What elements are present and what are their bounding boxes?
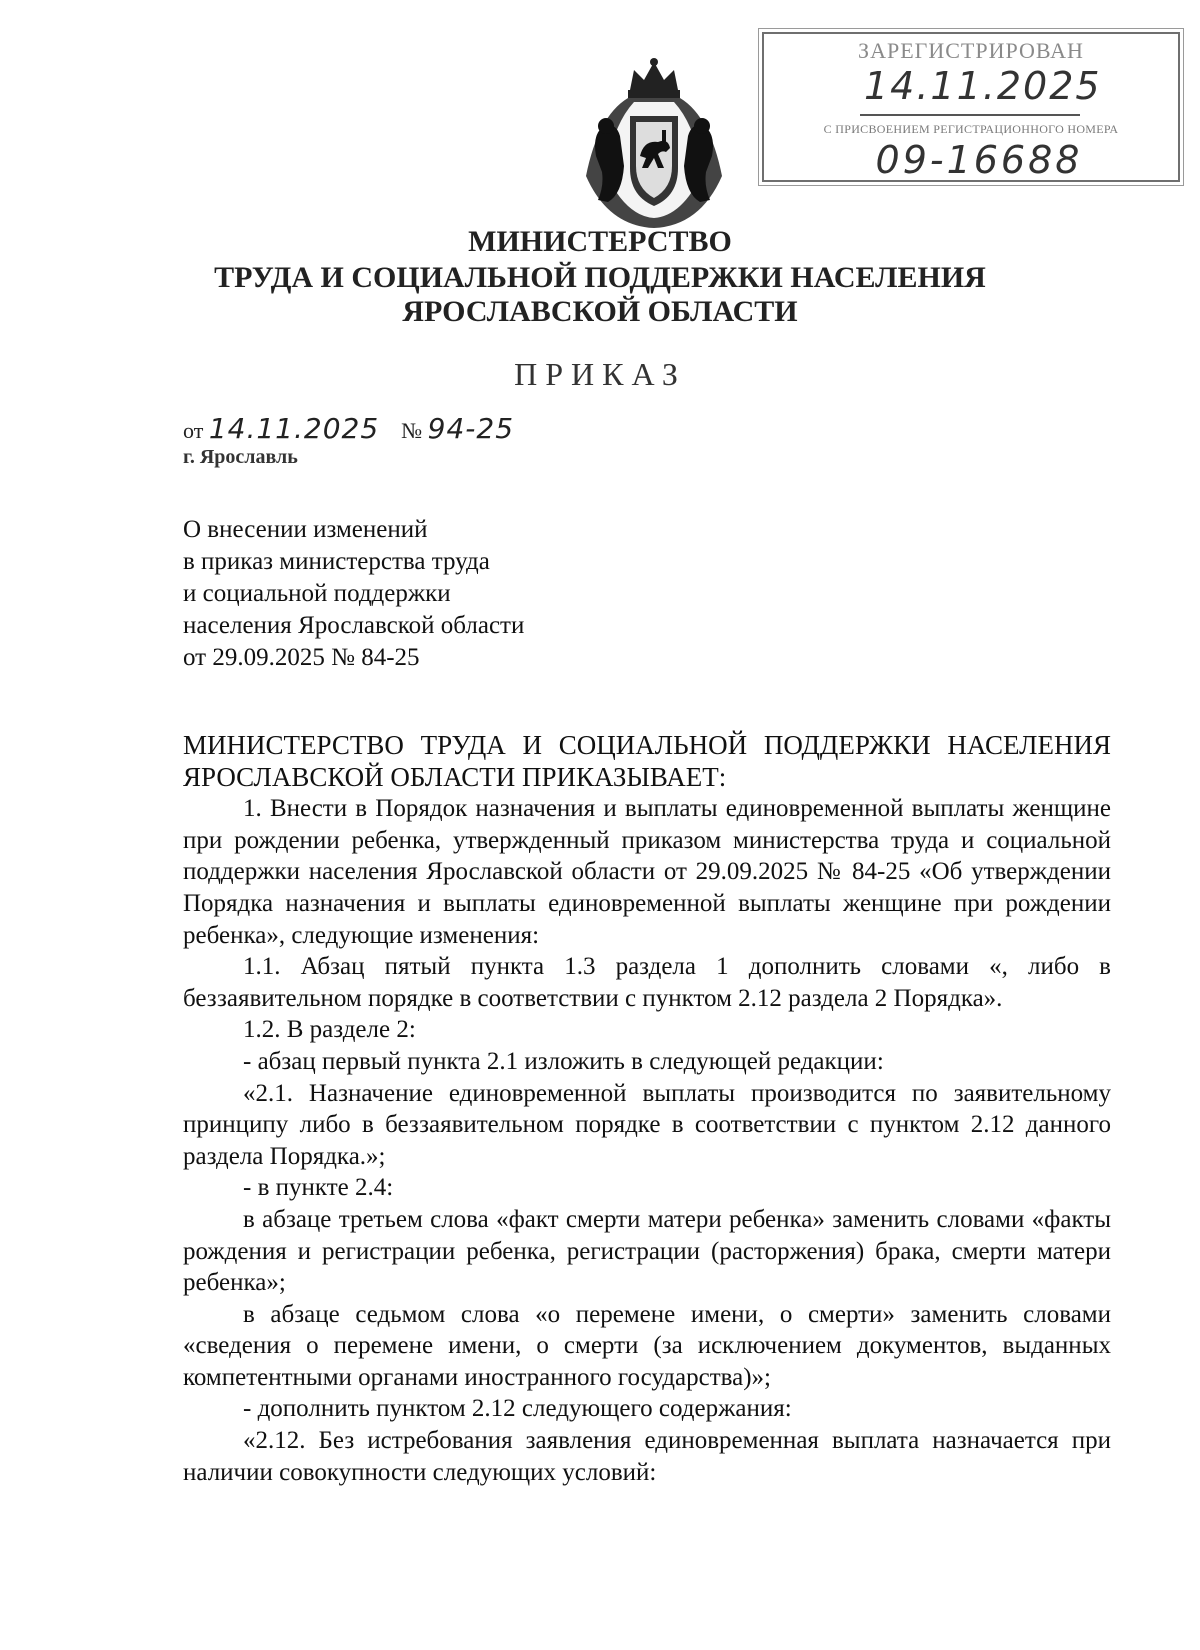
body-paragraph: «2.1. Назначение единовременной выплаты производится по заявительному принципу либо в беззаявительном порядке в соответствии с пунктом 2.12 данного раздела Порядка.»; — [183, 1079, 1111, 1170]
ministry-title-line-1: МИНИСТЕРСТВО — [468, 225, 732, 258]
subject-line: населения Ярославской области — [183, 612, 525, 639]
stamp-title: ЗАРЕГИСТРИРОВАН — [858, 38, 1084, 63]
stamp-date-line — [860, 114, 1080, 116]
body-paragraph: 1.1. Абзац пятый пункта 1.3 раздела 1 дополнить словами «, либо в беззаявительном порядке в соответствии с пунктом 2.12 раздела 2 Порядка». — [183, 953, 1111, 1012]
ministry-title-line-3: ЯРОСЛАВСКОЙ ОБЛАСТИ — [402, 295, 798, 328]
body-paragraph: - абзац первый пункта 2.1 изложить в следующей редакции: — [243, 1047, 884, 1075]
order-subject — [183, 514, 524, 674]
body-paragraph: - в пункте 2.4: — [243, 1174, 394, 1202]
stamp-subtitle: С ПРИСВОЕНИЕМ РЕГИСТРАЦИОННОГО НОМЕРА — [823, 122, 1119, 136]
body-paragraph: 1.2. В разделе 2: — [243, 1016, 416, 1044]
order-body — [183, 730, 1111, 1488]
coat-of-arms-emblem — [578, 56, 730, 230]
body-paragraph: в абзаце седьмом слова «о перемене имени, о смерти» заменить словами «сведения о перемене имени, о смерти (за исключением документов, выданных компетентными органами иностранного государства)»; — [183, 1300, 1111, 1391]
subject-line: от 29.09.2025 № 84-25 — [183, 644, 420, 671]
order-number-label: № — [401, 418, 423, 443]
order-date: 14.11.2025 — [208, 412, 380, 445]
stamp-date: 14.11.2025 — [864, 64, 1102, 108]
subject-line: и социальной поддержки — [183, 580, 451, 607]
order-city: г. Ярославль — [183, 446, 298, 468]
body-paragraph: - дополнить пунктом 2.12 следующего содержания: — [243, 1395, 792, 1423]
order-date-number — [183, 412, 514, 445]
stamp-registration-number: 09-16688 — [875, 138, 1083, 182]
order-number: 94-25 — [427, 412, 515, 445]
ministry-title-line-2: ТРУДА И СОЦИАЛЬНОЙ ПОДДЕРЖКИ НАСЕЛЕНИЯ — [214, 261, 986, 294]
body-paragraph: 1. Внести в Порядок назначения и выплаты единовременной выплаты женщине при рождении ребенка, утвержденный приказом министерства труда и социальной поддержки населения Ярославской области от 29.09.2025 № 84-25 «Об утверждении Порядка назначения и выплаты единовременной выплаты женщине при рождении ребенка», следующие изменения: — [183, 795, 1111, 949]
order-from-label: от — [183, 418, 204, 443]
subject-line: О внесении изменений — [183, 516, 428, 543]
document-type: ПРИКАЗ — [514, 356, 686, 392]
body-heading: МИНИСТЕРСТВО ТРУДА И СОЦИАЛЬНОЙ ПОДДЕРЖКИ НАСЕЛЕНИЯ ЯРОСЛАВСКОЙ ОБЛАСТИ ПРИКАЗЫВАЕТ: — [183, 730, 1111, 792]
subject-line: в приказ министерства труда — [183, 548, 490, 575]
registration-stamp — [762, 32, 1180, 182]
body-paragraph: в абзаце третьем слова «факт смерти матери ребенка» заменить словами «факты рождения и регистрации ребенка, регистрации (расторжения) брака, смерти матери ребенка»; — [183, 1205, 1111, 1297]
body-paragraph: «2.12. Без истребования заявления единовременная выплата назначается при наличии совокупности следующих условий: — [183, 1427, 1111, 1486]
